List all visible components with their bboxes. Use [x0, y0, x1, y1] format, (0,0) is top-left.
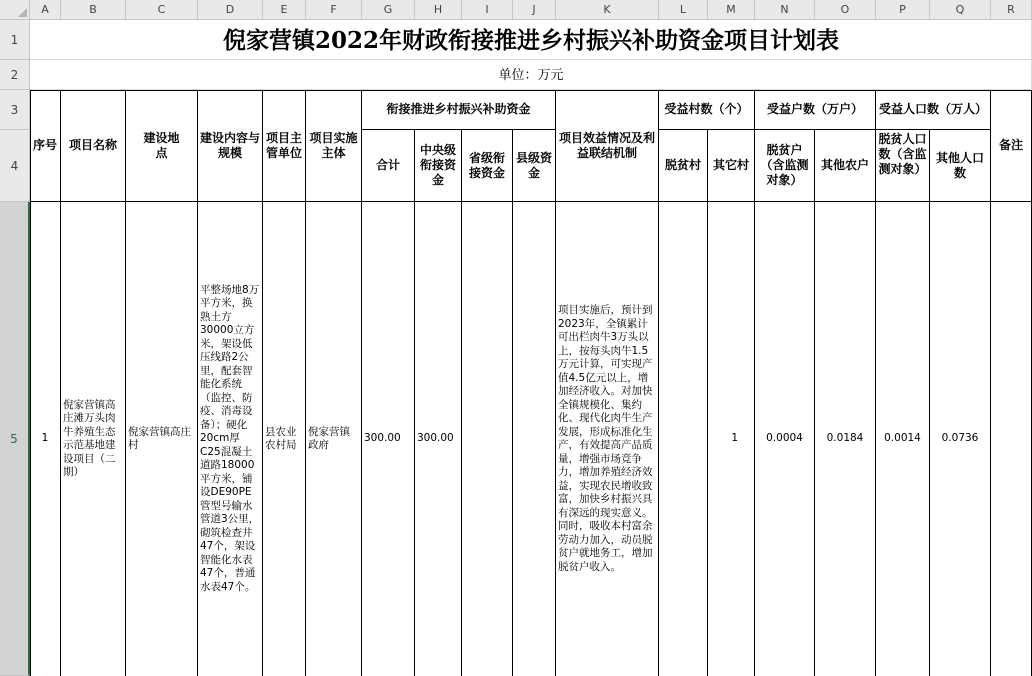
header-villages[interactable]: 受益村数（个） — [659, 90, 755, 130]
cell-total[interactable]: 300.00 — [362, 202, 415, 676]
cell-location-text: 倪家营镇高庄村 — [128, 425, 191, 451]
column-header-m[interactable]: M — [708, 0, 755, 20]
cell-benefit-text: 项目实施后，预计到2023年，全镇累计可出栏肉牛3万头以上，按每头肉牛1.5万元计算，可实现产值4.5亿元以上，增加经济收入。对加快全镇规模化、集约化、现代化肉牛生产发展，形成标准化生产，有效提高产品质量，增强市场竞争力，增加养殖经济效益，实现农民增收致富，加快乡村振兴具有深远的现实意义。同时，吸收本村富余劳动力加入，动员脱贫户就地务工，增加脱贫户收入。 — [558, 304, 653, 573]
cell-dept-text: 县农业农村局 — [265, 425, 297, 451]
cell-v-other[interactable]: 1 — [708, 202, 755, 676]
cell-executor[interactable] — [306, 202, 362, 676]
row-header-5[interactable]: 5 — [0, 202, 30, 676]
column-header-f[interactable]: F — [306, 0, 362, 20]
cell-executor-text: 倪家营镇政府 — [308, 425, 350, 451]
header-p-poor[interactable]: 脱贫人口数（含监测对象） — [876, 130, 930, 202]
cell-location[interactable] — [126, 202, 198, 676]
header-location-text: 建设地点 — [143, 130, 180, 160]
column-header-q[interactable]: Q — [930, 0, 991, 20]
cell-dept[interactable] — [263, 202, 306, 676]
header-fund-group[interactable]: 衔接推进乡村振兴补助资金 — [362, 90, 556, 130]
cell-h-poor[interactable]: 0.0004 — [755, 202, 815, 676]
header-note[interactable]: 备注 — [991, 90, 1032, 202]
cell-p-other[interactable]: 0.0736 — [930, 202, 991, 676]
header-location[interactable] — [126, 90, 198, 202]
cell-p-poor[interactable]: 0.0014 — [876, 202, 930, 676]
cell-note[interactable] — [991, 202, 1032, 676]
header-central[interactable]: 中央级衔接资金 — [415, 130, 462, 202]
column-header-k[interactable]: K — [556, 0, 659, 20]
header-population[interactable]: 受益人口数（万人） — [876, 90, 991, 130]
cell-benefit[interactable] — [556, 202, 659, 676]
cell-province[interactable] — [462, 202, 513, 676]
header-content[interactable]: 建设内容与规模 — [198, 90, 263, 202]
cell-name-text: 倪家营镇高庄滩万头肉牛养殖生态示范基地建设项目（二期） — [63, 398, 116, 478]
unit-label[interactable]: 单位：万元 — [498, 67, 564, 83]
sheet-title[interactable]: 倪家营镇2022年财政衔接推进乡村振兴补助资金项目计划表 — [222, 26, 839, 54]
column-header-c[interactable]: C — [126, 0, 198, 20]
header-households[interactable]: 受益户数（万户） — [755, 90, 876, 130]
row-header-1[interactable]: 1 — [0, 20, 30, 60]
column-header-o[interactable]: O — [815, 0, 876, 20]
column-header-p[interactable]: P — [876, 0, 930, 20]
row-header-4[interactable]: 4 — [0, 130, 30, 202]
cell-content[interactable] — [198, 202, 263, 676]
cell-v-poor[interactable] — [659, 202, 708, 676]
header-province[interactable]: 省级衔接资金 — [462, 130, 513, 202]
header-dept[interactable]: 项目主管单位 — [263, 90, 306, 202]
header-p-other[interactable]: 其他人口数 — [930, 130, 991, 202]
column-header-j[interactable]: J — [513, 0, 556, 20]
header-h-other[interactable]: 其他农户 — [815, 130, 876, 202]
column-header-l[interactable]: L — [659, 0, 708, 20]
column-header-r[interactable]: R — [991, 0, 1032, 20]
header-h-poor[interactable]: 脱贫户（含监测对象） — [755, 130, 815, 202]
row-header-3[interactable]: 3 — [0, 90, 30, 130]
header-county[interactable]: 县级资金 — [513, 130, 556, 202]
select-all-corner[interactable] — [0, 0, 30, 20]
column-header-n[interactable]: N — [755, 0, 815, 20]
column-header-b[interactable]: B — [61, 0, 126, 20]
column-header-h[interactable]: H — [415, 0, 462, 20]
cell-content-text: 平整场地8万平方米，换熟土方30000立方米，架设低压线路2公里，配套智能化系统（监控、防疫、消毒设备）；硬化20cm厚C25混凝土道路18000平方米，铺设DE90PE管型号输水管道3公里，砌筑检查井47个，架设智能化水表47个，普通水表47个。 — [200, 283, 260, 593]
header-v-other[interactable]: 其它村 — [708, 130, 755, 202]
header-benefit[interactable]: 项目效益情况及利益联结机制 — [556, 90, 659, 202]
cell-central[interactable]: 300.00 — [415, 202, 462, 676]
header-v-poor[interactable]: 脱贫村 — [659, 130, 708, 202]
header-executor[interactable]: 项目实施主体 — [306, 90, 362, 202]
header-total[interactable]: 合计 — [362, 130, 415, 202]
column-header-g[interactable]: G — [362, 0, 415, 20]
column-header-a[interactable]: A — [30, 0, 61, 20]
column-header-d[interactable]: D — [198, 0, 263, 20]
cell-h-other[interactable]: 0.0184 — [815, 202, 876, 676]
cell-name[interactable] — [61, 202, 126, 676]
cell-county[interactable] — [513, 202, 556, 676]
header-seq[interactable]: 序号 — [30, 90, 61, 202]
row-header-2[interactable]: 2 — [0, 60, 30, 90]
column-header-e[interactable]: E — [263, 0, 306, 20]
column-header-i[interactable]: I — [462, 0, 513, 20]
header-name[interactable]: 项目名称 — [61, 90, 126, 202]
cell-seq[interactable]: 1 — [30, 202, 61, 676]
